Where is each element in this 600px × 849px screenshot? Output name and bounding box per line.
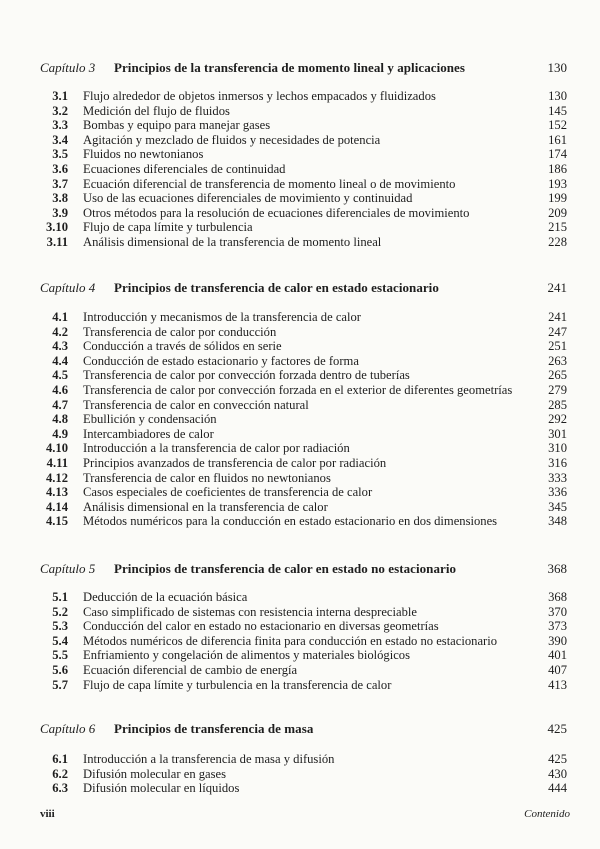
section-page: 301 xyxy=(548,426,567,441)
section-page: 425 xyxy=(548,752,567,766)
section-number: 4.13 xyxy=(45,485,68,500)
toc-entry xyxy=(40,325,567,340)
section-number: 6.3 xyxy=(52,781,68,796)
chapter-page: 368 xyxy=(547,561,567,576)
toc-entry xyxy=(40,191,567,206)
chapter-title: Principios de transferencia de calor en estado no estacionario xyxy=(114,561,457,576)
section-number: 5.7 xyxy=(52,677,68,692)
section-title: Transferencia de calor en convección natural xyxy=(83,397,309,412)
section-page: 241 xyxy=(548,310,567,324)
section-page: 130 xyxy=(548,89,567,103)
section-number: 4.9 xyxy=(52,426,68,441)
section-page: 373 xyxy=(548,619,567,634)
section-number: 3.10 xyxy=(45,220,68,235)
section-title: Flujo de capa límite y turbulencia xyxy=(83,220,253,235)
section-page: 161 xyxy=(548,132,567,147)
section-number: 4.10 xyxy=(45,441,68,456)
toc-entry xyxy=(40,118,567,133)
chapter-page: 425 xyxy=(547,721,567,736)
toc-entry xyxy=(40,590,567,605)
section-title: Otros métodos para la resolución de ecuaciones diferenciales de movimiento xyxy=(83,205,470,220)
chapter-label: Capítulo 3 xyxy=(40,60,96,75)
section-page: 152 xyxy=(548,118,567,133)
section-page: 401 xyxy=(548,648,567,663)
section-number: 5.3 xyxy=(52,619,68,634)
section-page: 263 xyxy=(548,353,567,368)
section-page: 186 xyxy=(548,161,567,176)
toc-entry xyxy=(40,339,567,354)
section-number: 3.6 xyxy=(52,161,68,176)
section-page: 265 xyxy=(548,368,567,383)
running-head: Contenido xyxy=(524,808,570,820)
toc-entry xyxy=(40,767,567,782)
toc-entry xyxy=(40,235,567,250)
section-list xyxy=(40,752,567,796)
section-number: 3.2 xyxy=(52,103,68,118)
toc-entry xyxy=(40,514,567,529)
section-number: 4.3 xyxy=(52,339,68,354)
section-number: 3.4 xyxy=(52,132,68,147)
chapter-heading xyxy=(40,561,567,577)
section-page: 199 xyxy=(548,191,567,206)
section-title: Bombas y equipo para manejar gases xyxy=(83,118,271,133)
toc-entry xyxy=(40,147,567,162)
section-page: 336 xyxy=(548,485,567,500)
section-page: 174 xyxy=(548,147,567,162)
section-title: Transferencia de calor por conducción xyxy=(83,324,277,339)
toc-entry xyxy=(40,354,567,369)
section-number: 5.5 xyxy=(52,648,68,663)
chapter-label: Capítulo 5 xyxy=(40,561,96,576)
section-page: 430 xyxy=(548,766,567,781)
toc-entry xyxy=(40,104,567,119)
toc-entry xyxy=(40,162,567,177)
chapter-title: Principios de la transferencia de momento lineal y aplicaciones xyxy=(114,60,465,75)
section-title: Intercambiadores de calor xyxy=(83,426,214,441)
chapter-heading xyxy=(40,60,567,76)
section-title: Transferencia de calor por convección forzada dentro de tuberías xyxy=(83,368,410,383)
section-title: Introducción a la transferencia de calor por radiación xyxy=(83,441,350,456)
section-page: 209 xyxy=(548,205,567,220)
toc-entry xyxy=(40,310,567,325)
toc-entry xyxy=(40,206,567,221)
chapter-heading xyxy=(40,280,567,296)
section-page: 279 xyxy=(548,382,567,397)
section-number: 4.15 xyxy=(45,514,68,529)
section-title: Ecuación diferencial de cambio de energía xyxy=(83,662,298,677)
section-page: 444 xyxy=(548,781,567,796)
toc-entry xyxy=(40,398,567,413)
toc-entry xyxy=(40,220,567,235)
section-number: 3.5 xyxy=(52,147,68,162)
section-title: Métodos numéricos de diferencia finita para conducción en estado no estacionario xyxy=(83,633,498,648)
toc-entry xyxy=(40,177,567,192)
section-title: Métodos numéricos para la conducción en estado estacionario en dos dimensiones xyxy=(83,514,498,529)
section-title: Conducción de estado estacionario y factores de forma xyxy=(83,353,359,368)
section-title: Deducción de la ecuación básica xyxy=(83,590,248,604)
section-number: 4.12 xyxy=(45,470,68,485)
section-number: 4.7 xyxy=(52,397,68,412)
section-number: 5.1 xyxy=(52,590,68,604)
section-title: Medición del flujo de fluidos xyxy=(83,103,230,118)
section-title: Conducción a través de sólidos en serie xyxy=(83,339,282,354)
toc-entry xyxy=(40,383,567,398)
chapter-heading xyxy=(40,721,567,737)
section-title: Fluidos no newtonianos xyxy=(83,147,204,162)
section-page: 228 xyxy=(548,234,567,249)
toc-entry xyxy=(40,500,567,515)
section-number: 4.8 xyxy=(52,412,68,427)
section-list xyxy=(40,310,567,529)
section-title: Transferencia de calor por convección forzada en el exterior de diferentes geometrías xyxy=(83,382,513,397)
section-page: 285 xyxy=(548,397,567,412)
section-list xyxy=(40,590,567,692)
section-number: 4.11 xyxy=(46,455,68,470)
section-page: 247 xyxy=(548,324,567,339)
section-title: Ecuación diferencial de transferencia de momento lineal o de movimiento xyxy=(83,176,456,191)
section-page: 310 xyxy=(548,441,567,456)
toc-entry xyxy=(40,133,567,148)
chapter-label: Capítulo 6 xyxy=(40,721,96,736)
section-page: 390 xyxy=(548,633,567,648)
toc-entry xyxy=(40,663,567,678)
section-title: Difusión molecular en líquidos xyxy=(83,781,240,796)
section-number: 4.4 xyxy=(52,353,68,368)
section-number: 6.1 xyxy=(52,752,68,766)
section-title: Introducción y mecanismos de la transferencia de calor xyxy=(83,310,361,324)
toc-entry xyxy=(40,648,567,663)
toc-entry xyxy=(40,471,567,486)
section-number: 5.4 xyxy=(52,633,68,648)
section-page: 333 xyxy=(548,470,567,485)
section-number: 3.8 xyxy=(52,191,68,206)
section-title: Conducción del calor en estado no estacionario en diversas geometrías xyxy=(83,619,439,634)
toc-entry xyxy=(40,485,567,500)
toc-entry xyxy=(40,678,567,693)
section-number: 3.11 xyxy=(46,234,68,249)
section-title: Introducción a la transferencia de masa y difusión xyxy=(83,752,335,766)
section-title: Uso de las ecuaciones diferenciales de movimiento y continuidad xyxy=(83,191,413,206)
section-title: Casos especiales de coeficientes de transferencia de calor xyxy=(83,485,373,500)
section-number: 6.2 xyxy=(52,766,68,781)
section-number: 3.7 xyxy=(52,176,68,191)
section-list xyxy=(40,89,567,250)
section-number: 5.6 xyxy=(52,662,68,677)
toc-entry xyxy=(40,752,567,767)
toc-entry xyxy=(40,89,567,104)
toc-entry xyxy=(40,412,567,427)
toc-entry xyxy=(40,605,567,620)
section-page: 193 xyxy=(548,176,567,191)
toc-entry xyxy=(40,634,567,649)
section-title: Agitación y mezclado de fluidos y necesidades de potencia xyxy=(83,132,381,147)
section-page: 145 xyxy=(548,103,567,118)
section-title: Flujo de capa límite y turbulencia en la transferencia de calor xyxy=(83,677,392,692)
section-title: Principios avanzados de transferencia de calor por radiación xyxy=(83,455,387,470)
section-title: Análisis dimensional de la transferencia de momento lineal xyxy=(83,234,382,249)
section-page: 370 xyxy=(548,604,567,619)
section-number: 5.2 xyxy=(52,604,68,619)
section-title: Análisis dimensional en la transferencia de calor xyxy=(83,499,328,514)
toc-entry xyxy=(40,781,567,796)
section-number: 4.5 xyxy=(52,368,68,383)
section-number: 4.14 xyxy=(45,499,68,514)
toc-entry xyxy=(40,456,567,471)
chapter-page: 241 xyxy=(547,280,567,295)
section-title: Transferencia de calor en fluidos no newtonianos xyxy=(83,470,331,485)
section-number: 3.9 xyxy=(52,205,68,220)
section-page: 316 xyxy=(548,455,567,470)
section-page: 292 xyxy=(548,412,567,427)
section-page: 215 xyxy=(548,220,567,235)
section-title: Enfriamiento y congelación de alimentos y materiales biológicos xyxy=(83,648,410,663)
section-title: Ecuaciones diferenciales de continuidad xyxy=(83,161,286,176)
chapter-title: Principios de transferencia de calor en estado estacionario xyxy=(114,280,439,295)
page-number: viii xyxy=(40,808,55,820)
section-title: Caso simplificado de sistemas con resistencia interna despreciable xyxy=(83,604,417,619)
toc-entry xyxy=(40,368,567,383)
section-page: 348 xyxy=(548,514,567,529)
section-page: 413 xyxy=(548,677,567,692)
section-page: 368 xyxy=(548,590,567,604)
section-number: 4.2 xyxy=(52,324,68,339)
section-page: 407 xyxy=(548,662,567,677)
section-page: 251 xyxy=(548,339,567,354)
section-title: Ebullición y condensación xyxy=(83,412,217,427)
chapter-label: Capítulo 4 xyxy=(40,280,96,295)
section-page: 345 xyxy=(548,499,567,514)
section-number: 3.1 xyxy=(52,89,68,103)
chapter-page: 130 xyxy=(547,60,567,75)
toc-entry xyxy=(40,619,567,634)
section-number: 4.6 xyxy=(52,382,68,397)
section-title: Flujo alrededor de objetos inmersos y lechos empacados y fluidizados xyxy=(83,89,436,103)
toc-entry xyxy=(40,441,567,456)
page-footer xyxy=(40,808,570,820)
toc-entry xyxy=(40,427,567,442)
chapter-title: Principios de transferencia de masa xyxy=(114,721,314,736)
section-title: Difusión molecular en gases xyxy=(83,766,227,781)
section-number: 3.3 xyxy=(52,118,68,133)
section-number: 4.1 xyxy=(52,310,68,324)
